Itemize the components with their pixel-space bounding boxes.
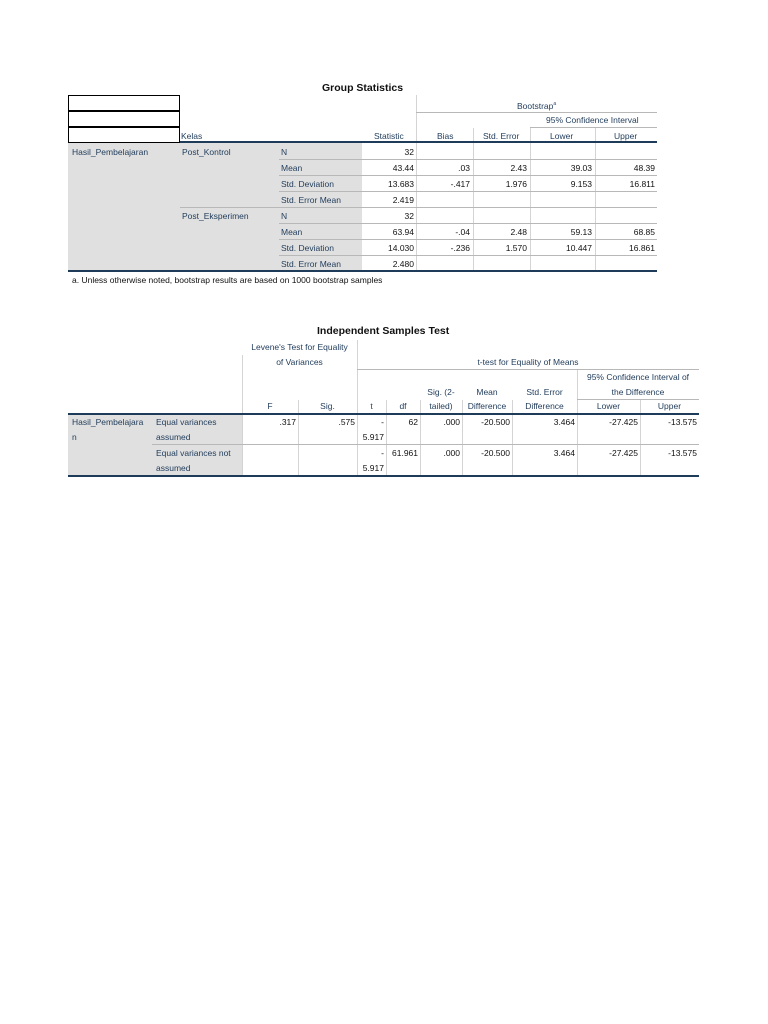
sig2-header-2: tailed): [429, 401, 453, 411]
group-statistics-title: Group Statistics: [322, 82, 404, 94]
sig2-header-1: Sig. (2-: [427, 387, 455, 397]
bootstrap-footnote-mark: a: [553, 101, 557, 107]
ci-header: 95% Confidence Interval: [546, 115, 639, 125]
upper-header: Upper: [614, 131, 638, 141]
ci-diff-header-2: the Difference: [611, 387, 665, 397]
bootstrap-header: Bootstrap: [517, 100, 554, 111]
levene-header-1: Levene's Test for Equality: [251, 342, 348, 352]
group-name-2: Post_Eksperimen: [182, 211, 249, 221]
f-header: F: [267, 401, 273, 411]
bootstrap-footnote: a. Unless otherwise noted, bootstrap results are based on 1000 bootstrap samples: [72, 275, 383, 285]
mean-diff-header-2: Difference: [467, 401, 507, 411]
std-error-diff-header-1: Std. Error: [526, 387, 563, 397]
group-row-label: Hasil_Pembelajaran: [72, 147, 149, 157]
test-row-label-2: n: [72, 432, 77, 442]
levene-header-2: of Variances: [276, 357, 323, 367]
empty-box-2: [68, 111, 180, 127]
upper-diff-header: Upper: [657, 401, 682, 411]
sig-header: Sig.: [320, 401, 335, 411]
mean-diff-header-1: Mean: [476, 387, 498, 397]
ci-diff-header-1: 95% Confidence Interval of: [586, 372, 690, 382]
empty-box-3: [68, 127, 180, 143]
ttest-header: t-test for Equality of Means: [477, 357, 579, 367]
kelas-header: Kelas: [181, 131, 203, 141]
lower-diff-header: Lower: [596, 401, 621, 411]
t-header: t: [370, 401, 373, 411]
statistic-header: Statistic: [374, 131, 404, 141]
test-row-label-1: Hasil_Pembelajara: [72, 417, 144, 427]
independent-test-title: Independent Samples Test: [317, 325, 450, 337]
std-error-header: Std. Error: [483, 131, 520, 141]
df-header: df: [399, 401, 407, 411]
group-name-1: Post_Kontrol: [182, 147, 231, 157]
lower-header: Lower: [550, 131, 574, 141]
std-error-diff-header-2: Difference: [525, 401, 564, 411]
empty-box-1: [68, 95, 180, 111]
bias-header: Bias: [437, 131, 454, 141]
